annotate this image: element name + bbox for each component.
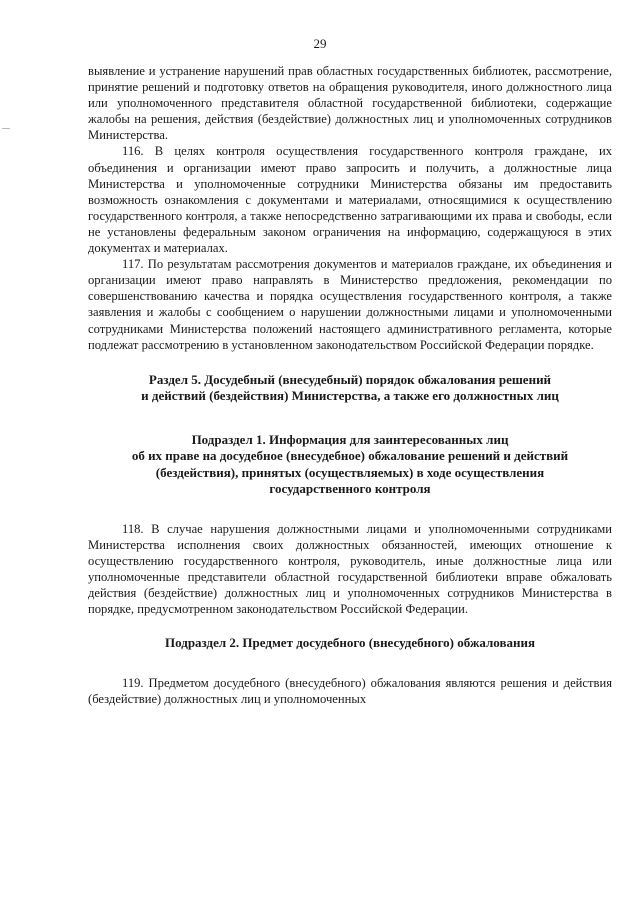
paragraph-118: 118. В случае нарушения должностными лицами и уполномоченными сотрудниками Министерства исполнения своих должностных обязанностей, имеющих отношение к осуществлению государственного контроля, руководитель, иные должностные лица или уполномоченные представители областной государственной библиотеки вправе обжаловать действия (бездействие) должностных лиц и уполномоченных сотрудников Министерства в порядке, предусмотренном законодательством Российской Федерации. [88,521,612,617]
section-5-heading-line-2: и действий (бездействия) Министерства, а также его должностных лиц [141,388,559,404]
subsection-2-heading-line: Подраздел 2. Предмет досудебного (внесудебного) обжалования [165,635,535,651]
subsection-1-heading-line-2: об их праве на досудебное (внесудебное) обжалование решений и действий [131,448,569,464]
document-body [88,63,612,707]
page-number: 29 [313,36,327,51]
section-5-heading [88,372,612,405]
scan-margin-mark [2,128,10,129]
paragraph-117: 117. По результатам рассмотрения документов и материалов граждане, их объединения и организации имеют право направлять в Министерство предложения, рекомендации по совершенствованию качества и порядка осуществления государственного контроля, а также заявления и жалобы с сообщением о нарушении должностными лицами и уполномоченными сотрудниками Министерства положений настоящего административного регламента, которые подлежат рассмотрению в установленном законодательством Российской Федерации порядке. [88,257,612,352]
subsection-1-heading [88,432,612,498]
paragraph-119: 119. Предметом досудебного (внесудебного) обжалования являются решения и действия (бездействие) должностных лиц и уполномоченных [88,675,612,706]
section-5-heading-line-1: Раздел 5. Досудебный (внесудебный) порядок обжалования решений [148,371,552,387]
subsection-2-heading [88,635,612,652]
subsection-1-heading-line-1: Подраздел 1. Информация для заинтересованных лиц [191,431,509,447]
paragraph-116: 116. В целях контроля осуществления государственного контроля граждане, их объединения и организации имеют право запросить и получить, а должностные лица Министерства и уполномоченные сотрудники Министерства обязаны им предоставить возможность ознакомления с документами и материалами, относящимися к осуществлению государственного контроля, а также непосредственно затрагивающими их права и свободы, если не установлены федеральным законом ограничения на информацию, содержащуюся в этих документах и материалах. [88,144,612,256]
subsection-1-heading-line-4: государственного контроля [269,481,431,497]
subsection-1-heading-line-3: (бездействия), принятых (осуществляемых) в ходе осуществления [155,464,545,480]
paragraph-continuation: выявление и устранение нарушений прав областных государственных библиотек, рассмотрение, принятие решений и подготовку ответов на обращения руководителя, иного должностного лица или уполномоченного представителя областной государственной библиотеки, содержащие жалобы на решения, действия (бездействие) должностных лиц и уполномоченных сотрудников Министерства. [88,64,612,143]
